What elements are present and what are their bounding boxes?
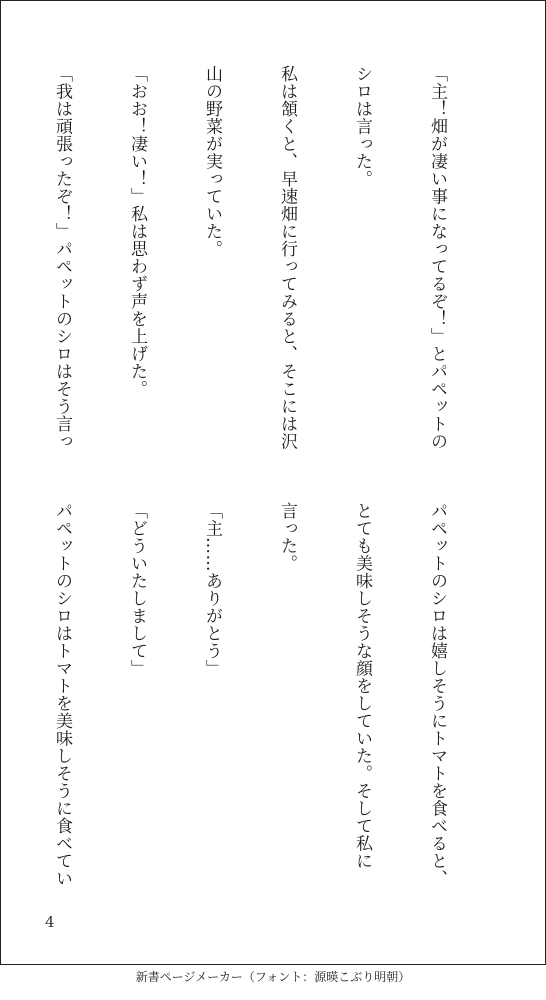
text-line: 「おお！凄い！」私は思わず声を上げた。 [127,65,147,398]
page-number: 4 [45,913,55,931]
text-line: 私は頷くと、早速畑に行ってみると、そこには沢 [277,65,297,450]
text-line: パペットのシロはトマトを美味しそうに食べてい [52,502,72,887]
text-line: 言った。 [277,502,297,572]
text-line: 山の野菜が実っていた。 [202,65,222,258]
lower-text-block [0,502,499,902]
text-line: 「主……ありがとう」 [202,502,222,677]
footer-caption: 新書ページメーカー（フォント：源暎こぶり明朝） [135,970,411,984]
text-line: とても美味しそうな顔をしていた。そして私に [352,502,372,870]
upper-text-block [0,65,499,465]
text-line: シロは言った。 [352,65,372,188]
text-line: 「どういたしまして」 [127,502,147,677]
text-line: 「我は頑張ったぞ！」パペットのシロはそう言っ [52,65,72,450]
text-line: パペットのシロは嬉しそうにトマトを食べると、 [427,502,447,887]
text-line: 「主！畑が凄い事になってるぞ！」とパペットの [427,65,447,450]
